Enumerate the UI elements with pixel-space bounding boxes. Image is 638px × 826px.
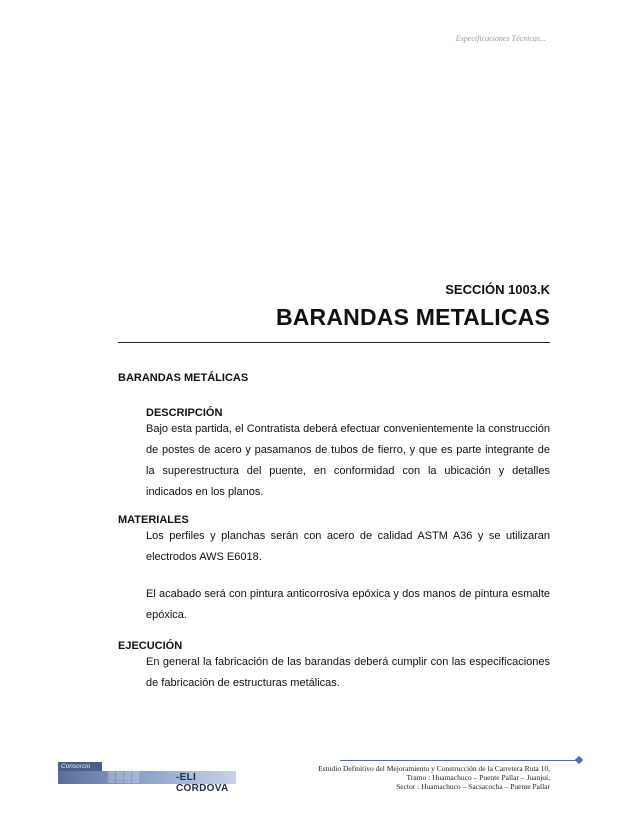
footer-line-2: Tramo : Huamachuco – Puente Pallar – Juanjuí, (406, 773, 550, 782)
footer-line-3: Sector : Huamachuco – Sacsacocha – Puente Pallar (396, 782, 550, 791)
footer-diamond-icon (575, 756, 583, 764)
document-subtitle: BARANDAS METÁLICAS (118, 372, 249, 384)
header-note: Especificaciones Técnicas... (455, 34, 546, 43)
title-divider (118, 342, 550, 343)
descripcion-text: Bajo esta partida, el Contratista deberá efectuar convenientemente la construcción de postes de acero y pasamanos de tubos de fierro, y que es parte integrante de la superestructura del puente, en conformidad con la ubicación y detalles indicados en los planos. (146, 423, 550, 498)
ejecucion-text: En general la fabricación de las barandas deberá cumplir con las especificaciones de fabricación de estructuras metálicas. (146, 656, 550, 689)
logo-name: -ELI CORDOVA (176, 772, 229, 794)
logo-mark-icon: ▒▒▒▒ (108, 772, 141, 783)
footer-line-1: Estudio Definitivo del Mejoramiento y Construcción de la Carretera Ruta 10, (318, 764, 550, 773)
consortium-logo (58, 762, 236, 794)
descripcion-heading: DESCRIPCIÓN (146, 407, 223, 419)
section-label: SECCIÓN 1003.K (445, 282, 550, 297)
footer-divider (340, 760, 578, 761)
logo-top-text: Consorcio (58, 762, 102, 771)
footer-text (250, 764, 550, 791)
ejecucion-heading: EJECUCIÓN (118, 640, 183, 652)
materiales-heading: MATERIALES (118, 514, 189, 526)
materiales-text-2: El acabado será con pintura anticorrosiva epóxica y dos manos de pintura esmalte epóxica. (146, 588, 550, 621)
section-title: BARANDAS METALICAS (275, 304, 550, 330)
materiales-text-1: Los perfiles y planchas serán con acero de calidad ASTM A36 y se utilizaran electrodos AWS E6018. (146, 530, 550, 563)
